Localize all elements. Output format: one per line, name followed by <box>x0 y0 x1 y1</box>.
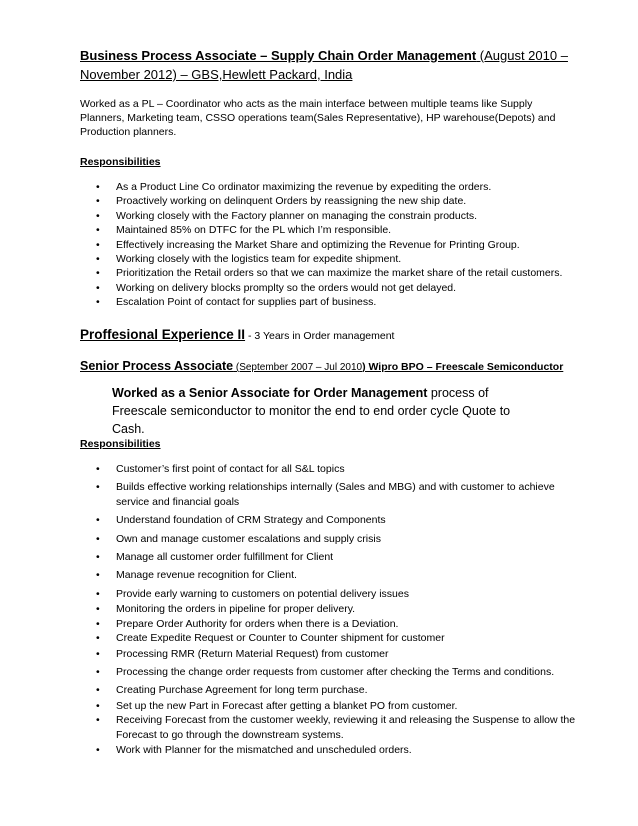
job2-summary-rest: process of Freescale semiconductor to monitor the end to end order cycle Quote to Cash. <box>112 386 511 436</box>
responsibility-item: • Effectively increasing the Market Share and optimizing the Revenue for Printing Group. <box>80 238 580 252</box>
job2-company: ) Wipro BPO – Freescale Semiconductor <box>362 361 564 373</box>
responsibility-item: • Proactively working on delinquent Orders by reassigning the new ship date. <box>80 194 580 208</box>
responsibility-item: • Processing RMR (Return Material Request) from customer <box>80 647 580 661</box>
job1-title-line <box>80 48 568 64</box>
responsibility-item: • Work with Planner for the mismatched and unscheduled orders. <box>80 743 580 757</box>
job2-responsibilities-heading: Responsibilities <box>80 438 161 450</box>
responsibility-item: • Monitoring the orders in pipeline for proper delivery. <box>80 602 580 616</box>
job2-summary <box>112 384 512 438</box>
job1-responsibilities-heading: Responsibilities <box>80 156 161 168</box>
job1-title: Business Process Associate – Supply Chain Order Management <box>80 48 477 63</box>
responsibility-item: • Customer’s first point of contact for all S&L topics <box>80 462 580 476</box>
responsibility-item: • Working closely with the Factory planner on managing the constrain products. <box>80 209 580 223</box>
job2-responsibilities-list <box>80 462 580 757</box>
responsibility-item: • Working on delivery blocks promplty so the orders would not get delayed. <box>80 281 580 295</box>
job1-responsibilities-list <box>80 180 580 310</box>
responsibility-item: • Set up the new Part in Forecast after getting a blanket PO from customer. <box>80 699 580 713</box>
responsibility-item: • Provide early warning to customers on potential delivery issues <box>80 587 580 601</box>
responsibility-item: • Manage revenue recognition for Client. <box>80 568 580 582</box>
responsibility-item: • Prepare Order Authority for orders when there is a Deviation. <box>80 617 580 631</box>
job2-title-line <box>80 357 563 375</box>
job2-dates: (September 2007 – Jul 2010 <box>233 362 363 373</box>
responsibility-item: • Receiving Forecast from the customer weekly, reviewing it and releasing the Suspense to allow the Forecast to go through the downstream systems. <box>80 713 580 742</box>
responsibility-item: • Maintained 85% on DTFC for the PL which I’m responsible. <box>80 223 580 237</box>
responsibility-item: • Own and manage customer escalations and supply crisis <box>80 532 580 546</box>
job1-dates-b: November 2012) – GBS,Hewlett Packard, India <box>80 67 353 82</box>
responsibility-item: • Manage all customer order fulfillment for Client <box>80 550 580 564</box>
experience2-heading: Proffesional Experience II <box>80 327 246 342</box>
responsibility-item: • Creating Purchase Agreement for long term purchase. <box>80 683 580 697</box>
job2-summary-bold: Worked as a Senior Associate for Order Management <box>112 386 428 400</box>
job2-title: Senior Process Associate <box>80 359 234 373</box>
experience2-suffix: - 3 Years in Order management <box>245 330 395 342</box>
responsibility-item: • Builds effective working relationships internally (Sales and MBG) and with customer to achieve service and financial goals <box>80 480 580 509</box>
job1-dates-a: (August 2010 – <box>476 48 568 63</box>
responsibility-item: • Escalation Point of contact for supplies part of business. <box>80 295 580 309</box>
responsibility-item: • Prioritization the Retail orders so that we can maximize the market share of the retail customers. <box>80 266 580 280</box>
responsibility-item: • Understand foundation of CRM Strategy and Components <box>80 513 580 527</box>
job1-summary: Worked as a PL – Coordinator who acts as the main interface between multiple teams like Supply Planners, Marketing team, CSSO operations team(Sales Representative), HP warehouse(Depots) and Production planners. <box>80 98 556 138</box>
responsibility-item: • Processing the change order requests from customer after checking the Terms and conditions. <box>80 665 580 679</box>
experience2-heading-line <box>80 326 394 344</box>
responsibility-item: • Create Expedite Request or Counter to Counter shipment for customer <box>80 631 580 645</box>
responsibility-item: • As a Product Line Co ordinator maximizing the revenue by expediting the orders. <box>80 180 580 194</box>
responsibility-item: • Working closely with the logistics team for expedite shipment. <box>80 252 580 266</box>
